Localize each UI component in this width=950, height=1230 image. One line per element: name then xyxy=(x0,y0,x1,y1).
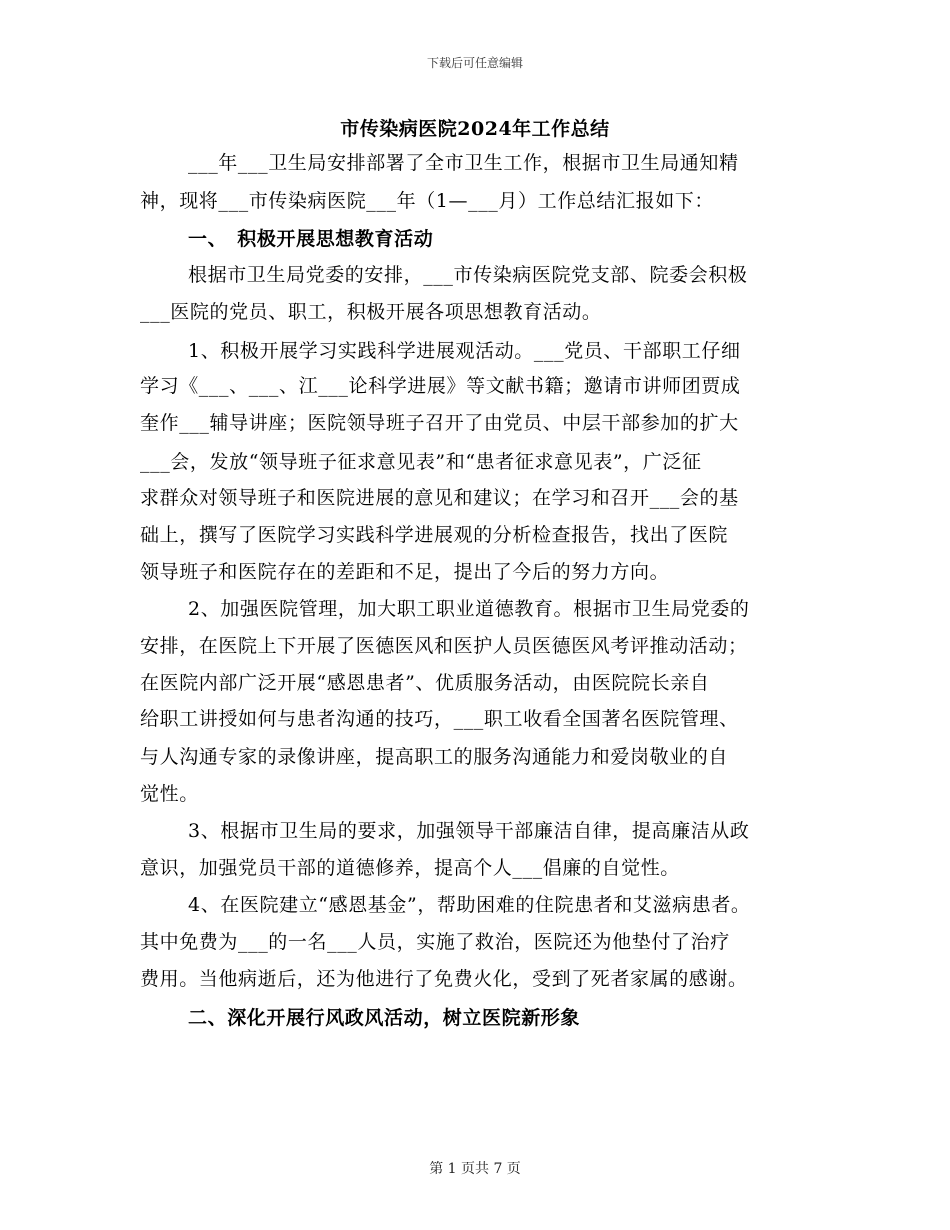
body-line: 给职工讲授如何与患者沟通的技巧，___职工收看全国著名医院管理、 xyxy=(140,708,739,730)
body-line: ___医院的党员、职工，积极开展各项思想教育活动。 xyxy=(140,301,602,323)
section-heading: 二、深化开展行风政风活动，树立医院新形象 xyxy=(188,1007,581,1029)
body-line: 础上，撰写了医院学习实践科学进展观的分析检查报告，找出了医院 xyxy=(140,524,729,546)
body-line: 与人沟通专家的录像讲座，提高职工的服务沟通能力和爱岗敬业的自 xyxy=(140,746,729,768)
body-line: 2、加强医院管理，加大职工职业道德教育。根据市卫生局党委的 xyxy=(188,598,750,620)
body-line: 3、根据市卫生局的要求，加强领导干部廉洁自律，提高廉洁从政 xyxy=(188,820,750,842)
body-line: 费用。当他病逝后，还为他进行了免费火化，受到了死者家属的感谢。 xyxy=(140,968,748,990)
body-line: 领导班子和医院存在的差距和不足，提出了今后的努力方向。 xyxy=(140,561,670,583)
body-line: 4、在医院建立“感恩基金”，帮助困难的住院患者和艾滋病患者。 xyxy=(188,894,751,916)
body-line: 在医院内部广泛开展“感恩患者”、优质服务活动，由医院院长亲自 xyxy=(140,672,710,694)
body-line: 根据市卫生局党委的安排，___市传染病医院党支部、院委会积极 xyxy=(188,264,748,286)
body-line: 安排，在医院上下开展了医德医风和医护人员医德医风考评推动活动； xyxy=(140,635,748,657)
body-line: 觉性。 xyxy=(140,783,199,805)
body-line: 意识，加强党员干部的道德修养，提高个人___倡廉的自觉性。 xyxy=(140,857,680,879)
body-line: 1、积极开展学习实践科学进展观活动。___党员、干部职工仔细 xyxy=(188,340,741,362)
section-heading: 一、 积极开展思想教育活动 xyxy=(188,228,434,250)
body-line: 奎作___辅导讲座；医院领导班子召开了由党员、中层干部参加的扩大 xyxy=(140,412,739,434)
body-line: 其中免费为___的一名___人员，实施了救治，医院还为他垫付了治疗 xyxy=(140,931,730,953)
document-title: 市传染病医院2024年工作总结 xyxy=(340,118,610,140)
page-footer: 第 1 页共 7 页 xyxy=(429,1161,521,1177)
body-line: ___年___卫生局安排部署了全市卫生工作，根据市卫生局通知精 xyxy=(188,152,739,174)
page-header-note: 下载后可任意编辑 xyxy=(426,56,523,70)
body-line: 神，现将___市传染病医院___年（1—___月）工作总结汇报如下： xyxy=(140,190,714,212)
body-line: 求群众对领导班子和医院进展的意见和建议；在学习和召开___会的基 xyxy=(140,487,739,509)
body-line: ___会，发放“领导班子征求意见表”和“患者征求意见表”，广泛征 xyxy=(140,451,702,473)
body-line: 学习《___、___、江___论科学进展》等文献书籍；邀请市讲师团贾成 xyxy=(140,375,741,397)
